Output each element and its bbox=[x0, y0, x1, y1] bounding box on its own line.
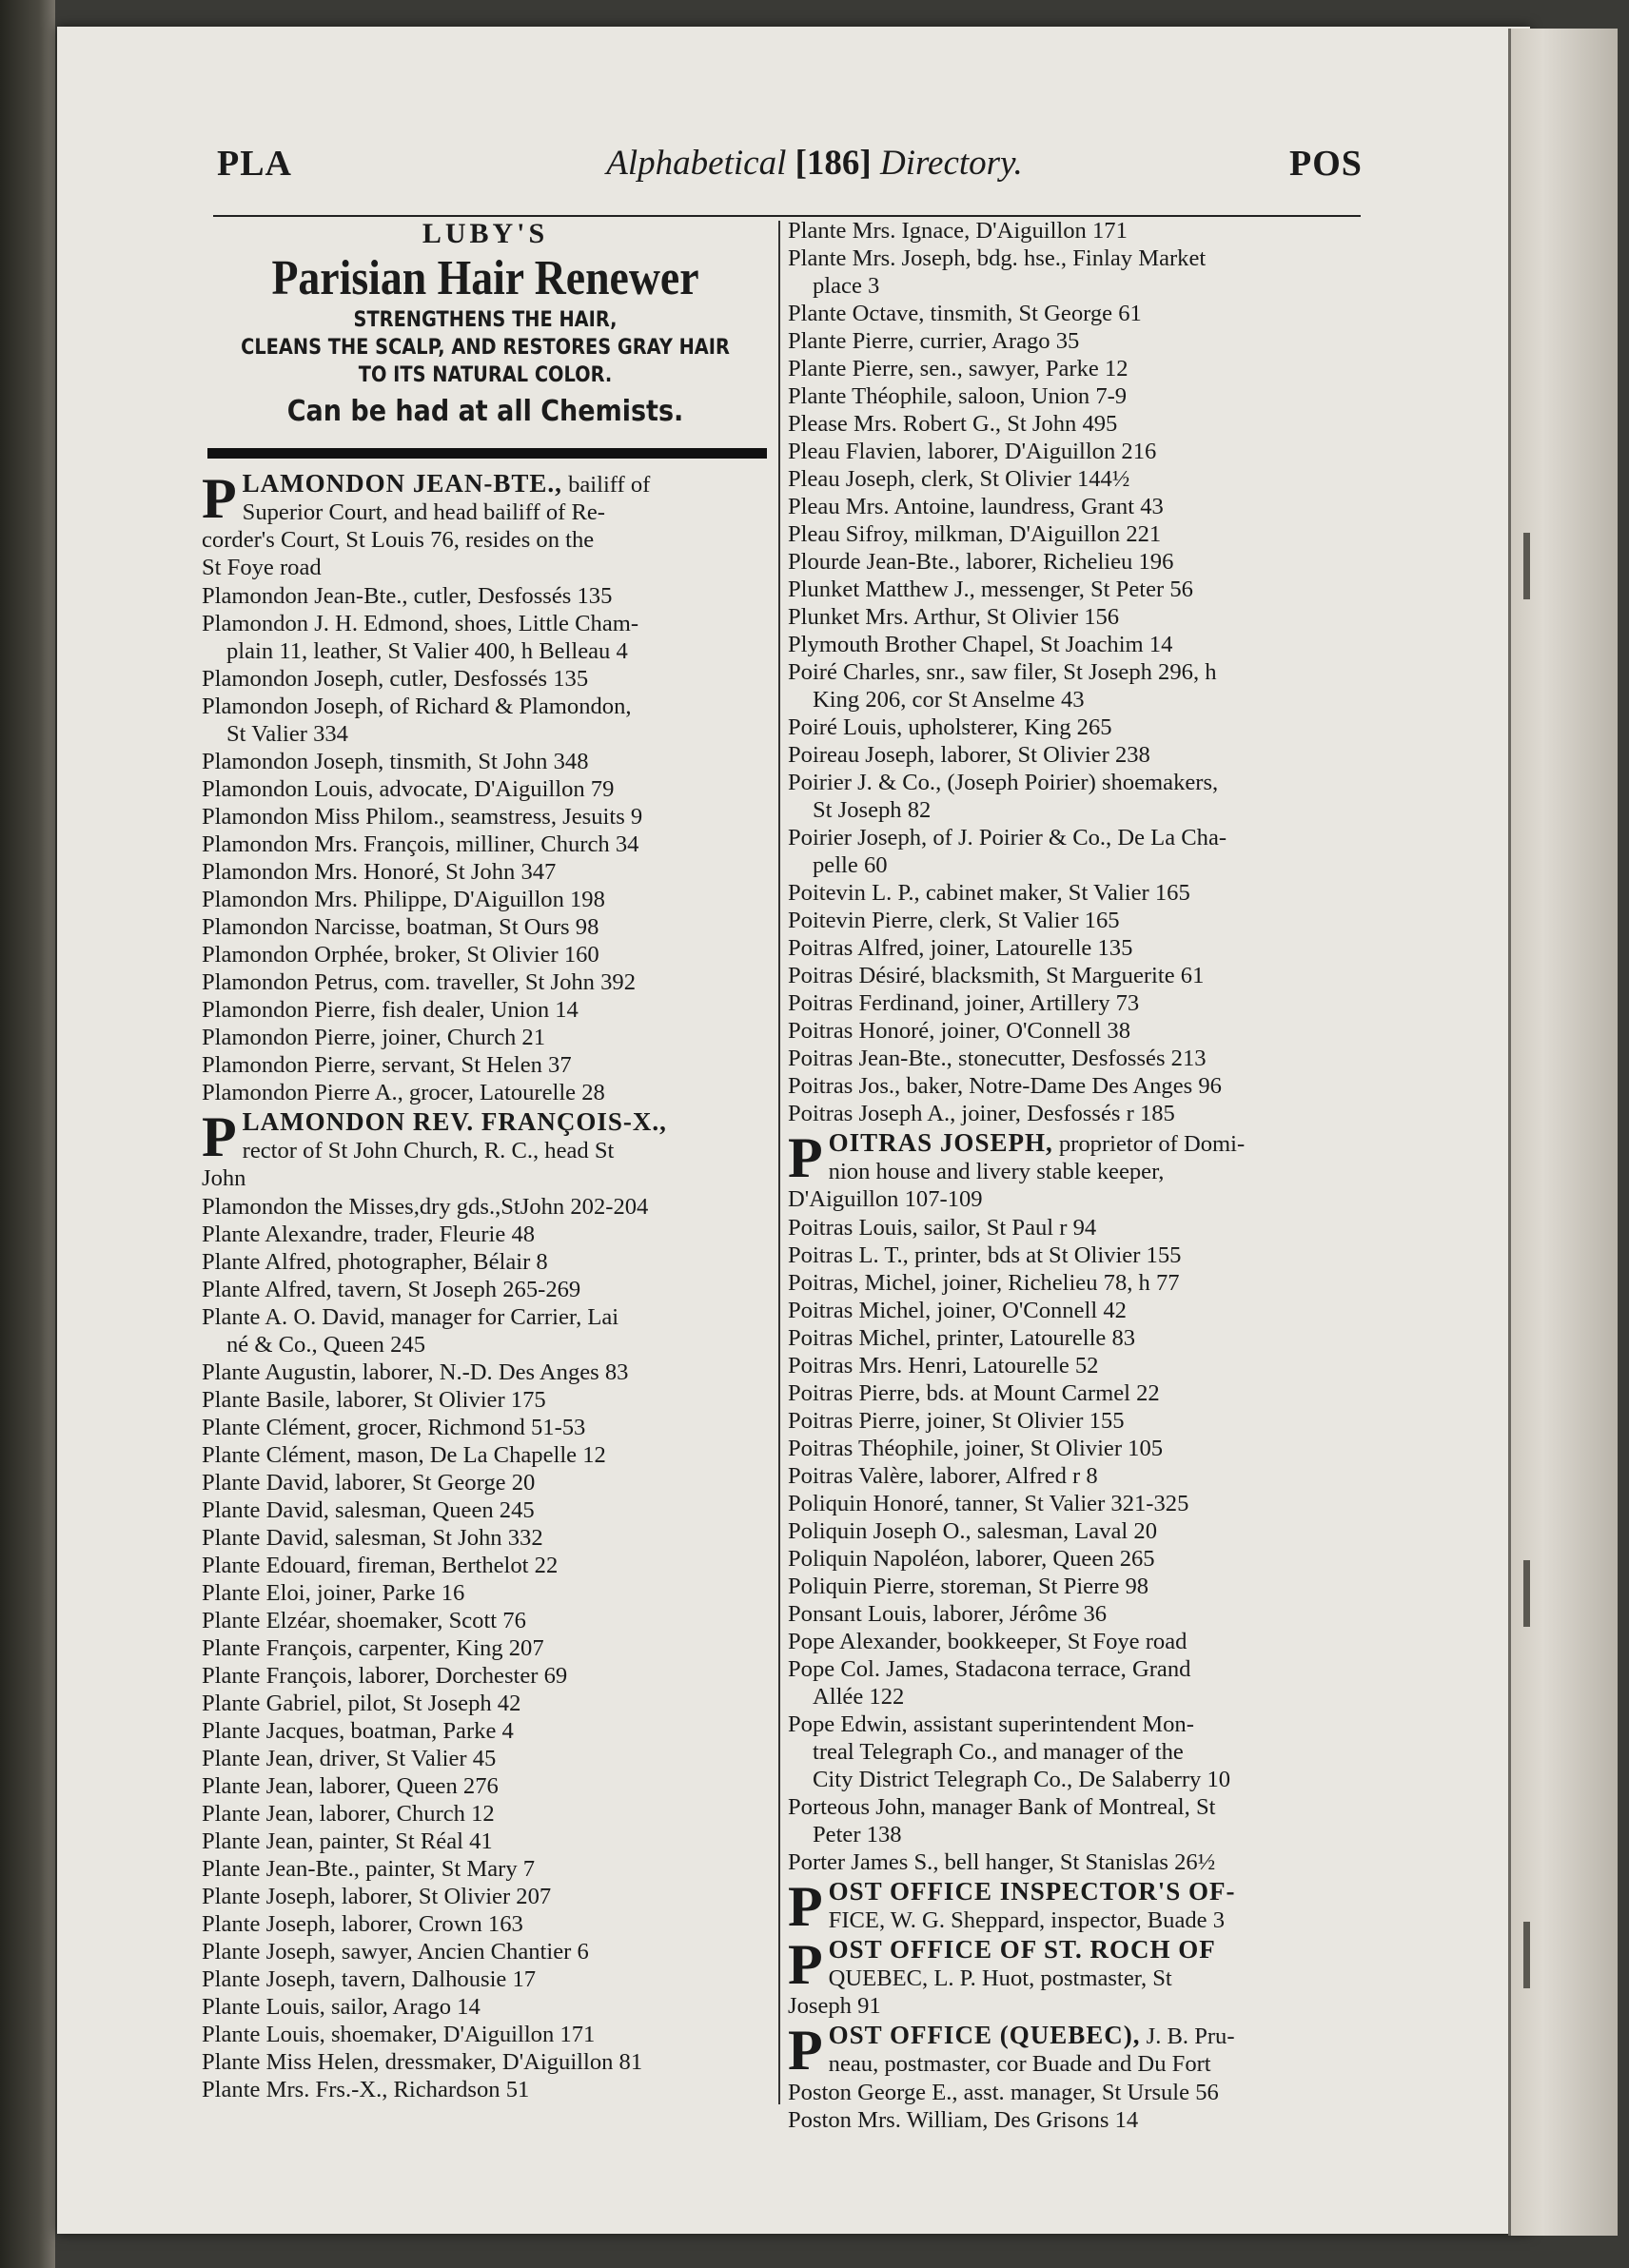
directory-entry: Plante Théophile, saloon, Union 7-9 bbox=[788, 383, 1128, 409]
directory-entry: Poliquin Honoré, tanner, St Valier 321-325 bbox=[788, 1491, 1189, 1516]
ad-divider-bar bbox=[207, 448, 767, 459]
directory-entry: Poitras Désiré, blacksmith, St Marguerite 61 bbox=[788, 963, 1205, 988]
directory-entry: Plante David, salesman, St John 332 bbox=[202, 1525, 543, 1551]
bold-entry-post-office-quebec: POST OFFICE (QUEBEC), J. B. Pru- neau, postmaster, cor Buade and Du Fort bbox=[788, 2019, 1235, 2082]
directory-entry: Plante Clément, mason, De La Chapelle 12 bbox=[202, 1442, 606, 1468]
directory-entry: Plante Alfred, tavern, St Joseph 265-269 bbox=[202, 1277, 581, 1302]
directory-entry: Plante Pierre, currier, Arago 35 bbox=[788, 328, 1080, 354]
directory-entry: Plamondon Mrs. François, milliner, Church 34 bbox=[202, 831, 639, 857]
directory-entry: Plante Augustin, laborer, N.-D. Des Anges 83 bbox=[202, 1359, 629, 1385]
directory-entry: Plante Mrs. Frs.-X., Richardson 51 bbox=[202, 2077, 530, 2102]
ad-tagline: Can be had at all Chemists. bbox=[286, 395, 684, 428]
directory-entry: Porter James S., bell hanger, St Stanislas 26½ bbox=[788, 1849, 1216, 1875]
right-column bbox=[788, 217, 1366, 2134]
directory-entry: Plante Joseph, tavern, Dalhousie 17 bbox=[202, 1966, 537, 1992]
directory-entry: Poirier Joseph, of J. Poirier & Co., De La Cha- pelle 60 bbox=[788, 825, 1227, 878]
directory-entry: Poitras Joseph A., joiner, Desfossés r 185 bbox=[788, 1101, 1175, 1126]
entry-list-right-2 bbox=[788, 1214, 1366, 1876]
left-column bbox=[202, 217, 769, 2103]
directory-entry: Poitras L. T., printer, bds at St Olivier 155 bbox=[788, 1242, 1182, 1268]
hair-renewer-advertisement bbox=[202, 217, 769, 459]
directory-entry: Plante Jacques, boatman, Parke 4 bbox=[202, 1718, 514, 1744]
directory-entry: Poitras Jos., baker, Notre-Dame Des Anges 96 bbox=[788, 1073, 1222, 1099]
directory-entry: Plamondon J. H. Edmond, shoes, Little Cham- plain 11, leather, St Valier 400, h Belleau 4 bbox=[202, 611, 639, 664]
directory-entry: Plante François, laborer, Dorchester 69 bbox=[202, 1663, 568, 1689]
directory-entry: Poitras Michel, printer, Latourelle 83 bbox=[788, 1325, 1136, 1351]
directory-entry: Poitras Michel, joiner, O'Connell 42 bbox=[788, 1298, 1127, 1323]
directory-entry: Pleau Sifroy, milkman, D'Aiguillon 221 bbox=[788, 521, 1162, 547]
directory-entry: Plante David, salesman, Queen 245 bbox=[202, 1497, 535, 1523]
directory-entry: Poitras Théophile, joiner, St Olivier 105 bbox=[788, 1436, 1164, 1461]
directory-entry: Plante Jean, laborer, Queen 276 bbox=[202, 1773, 499, 1799]
binding-stitch bbox=[1523, 1560, 1530, 1627]
directory-entry: Plante Elzéar, shoemaker, Scott 76 bbox=[202, 1608, 526, 1633]
directory-entry: Poiré Louis, upholsterer, King 265 bbox=[788, 714, 1112, 740]
directory-entry: Plamondon the Misses,dry gds.,StJohn 202-204 bbox=[202, 1194, 649, 1220]
directory-entry: Poiré Charles, snr., saw filer, St Joseph 296, h King 206, cor St Anselme 43 bbox=[788, 659, 1217, 713]
directory-entry: Plante Clément, grocer, Richmond 51-53 bbox=[202, 1415, 586, 1440]
directory-entry: Plante Gabriel, pilot, St Joseph 42 bbox=[202, 1691, 521, 1716]
directory-entry: Poitras Louis, sailor, St Paul r 94 bbox=[788, 1215, 1097, 1241]
directory-entry: Plymouth Brother Chapel, St Joachim 14 bbox=[788, 632, 1173, 657]
directory-entry: Porteous John, manager Bank of Montreal, St Peter 138 bbox=[788, 1794, 1216, 1848]
directory-entry: Plante Louis, shoemaker, D'Aiguillon 171 bbox=[202, 2022, 596, 2047]
directory-entry: Plante Eloi, joiner, Parke 16 bbox=[202, 1580, 465, 1606]
entry-list-right-1 bbox=[788, 217, 1366, 1127]
directory-entry: Plamondon Mrs. Honoré, St John 347 bbox=[202, 859, 557, 885]
directory-entry: Poitras, Michel, joiner, Richelieu 78, h 77 bbox=[788, 1270, 1180, 1296]
running-head-right: POS bbox=[1289, 144, 1363, 184]
page-number: [186] bbox=[795, 144, 872, 183]
binding-stitch bbox=[1523, 1922, 1530, 1988]
directory-entry: Poitevin Pierre, clerk, St Valier 165 bbox=[788, 908, 1120, 933]
bold-entry-post-office-inspector: POST OFFICE INSPECTOR'S OF- FICE, W. G. Sheppard, inspector, Buade 3 bbox=[788, 1875, 1236, 1938]
directory-entry: Poliquin Napoléon, laborer, Queen 265 bbox=[788, 1546, 1155, 1572]
directory-entry: Poliquin Pierre, storeman, St Pierre 98 bbox=[788, 1574, 1149, 1599]
directory-entry: Plamondon Pierre A., grocer, Latourelle 28 bbox=[202, 1080, 605, 1105]
directory-entry: Pleau Joseph, clerk, St Olivier 144½ bbox=[788, 466, 1130, 492]
directory-entry: Poitras Honoré, joiner, O'Connell 38 bbox=[788, 1018, 1131, 1044]
directory-entry: Plante Mrs. Ignace, D'Aiguillon 171 bbox=[788, 218, 1128, 244]
ad-line: STRENGTHENS THE HAIR, bbox=[353, 308, 618, 332]
next-page-edge bbox=[1508, 29, 1618, 2236]
column-rule bbox=[778, 221, 780, 2104]
directory-entry: Plunket Matthew J., messenger, St Peter 56 bbox=[788, 577, 1193, 602]
directory-entry: Plamondon Louis, advocate, D'Aiguillon 79 bbox=[202, 776, 615, 802]
entry-list-left-1 bbox=[202, 582, 769, 1106]
directory-entry: Plante Joseph, laborer, St Olivier 207 bbox=[202, 1884, 552, 1909]
directory-entry: Pope Alexander, bookkeeper, St Foye road bbox=[788, 1629, 1187, 1654]
directory-entry: Plamondon Pierre, servant, St Helen 37 bbox=[202, 1052, 572, 1078]
directory-entry: Poireau Joseph, laborer, St Olivier 238 bbox=[788, 742, 1150, 768]
directory-entry: Plante Joseph, laborer, Crown 163 bbox=[202, 1911, 523, 1937]
ad-line: CLEANS THE SCALP, AND RESTORES GRAY HAIR bbox=[241, 336, 730, 360]
directory-entry: Plamondon Pierre, fish dealer, Union 14 bbox=[202, 997, 579, 1023]
directory-entry: Plamondon Narcisse, boatman, St Ours 98 bbox=[202, 914, 599, 940]
entry-list-right-3 bbox=[788, 2079, 1366, 2134]
directory-entry: Poirier J. & Co., (Joseph Poirier) shoemakers, St Joseph 82 bbox=[788, 770, 1219, 823]
entry-list-left-2 bbox=[202, 1193, 769, 2103]
directory-entry: Plante Alexandre, trader, Fleurie 48 bbox=[202, 1222, 536, 1247]
directory-entry: Plamondon Petrus, com. traveller, St John 392 bbox=[202, 969, 637, 995]
directory-entry: Poitras Mrs. Henri, Latourelle 52 bbox=[788, 1353, 1099, 1378]
directory-entry: Plunket Mrs. Arthur, St Olivier 156 bbox=[788, 604, 1120, 630]
directory-entry: Pope Col. James, Stadacona terrace, Grand Allée 122 bbox=[788, 1656, 1191, 1710]
directory-entry: Plourde Jean-Bte., laborer, Richelieu 196 bbox=[788, 549, 1174, 575]
directory-entry: Plante Edouard, fireman, Berthelot 22 bbox=[202, 1553, 559, 1578]
directory-entry: Plante Jean-Bte., painter, St Mary 7 bbox=[202, 1856, 536, 1882]
directory-entry: Poston Mrs. William, Des Grisons 14 bbox=[788, 2107, 1139, 2133]
directory-entry: Plante David, laborer, St George 20 bbox=[202, 1470, 536, 1496]
directory-entry: Plante Alfred, photographer, Bélair 8 bbox=[202, 1249, 548, 1275]
directory-entry: Ponsant Louis, laborer, Jérôme 36 bbox=[788, 1601, 1108, 1627]
directory-entry: Plante Miss Helen, dressmaker, D'Aiguillon 81 bbox=[202, 2049, 643, 2075]
directory-entry: Poitras Alfred, joiner, Latourelle 135 bbox=[788, 935, 1133, 961]
directory-entry: Plamondon Jean-Bte., cutler, Desfossés 135 bbox=[202, 583, 613, 609]
directory-entry: Poitras Ferdinand, joiner, Artillery 73 bbox=[788, 990, 1140, 1016]
directory-entry: Poston George E., asst. manager, St Ursule 56 bbox=[788, 2080, 1219, 2105]
directory-entry: Plamondon Miss Philom., seamstress, Jesuits 9 bbox=[202, 804, 643, 830]
directory-entry: Pope Edwin, assistant superintendent Mon- treal Telegraph Co., and manager of the City District Telegraph Co., De Salaberry 10 bbox=[788, 1711, 1231, 1792]
directory-entry: Plamondon Orphée, broker, St Olivier 160 bbox=[202, 942, 599, 968]
directory-entry: Plamondon Joseph, of Richard & Plamondon, St Valier 334 bbox=[202, 694, 632, 747]
directory-entry: Plante Octave, tinsmith, St George 61 bbox=[788, 301, 1142, 326]
directory-entry: Plante Joseph, sawyer, Ancien Chantier 6 bbox=[202, 1939, 589, 1965]
directory-entry: Plante A. O. David, manager for Carrier, Lai né & Co., Queen 245 bbox=[202, 1304, 619, 1358]
bold-entry-plamondon-jean-bte: PLAMONDON JEAN-BTE., bailiff of Superior Court, and head bailiff of Re- corder's Court, St Louis 76, resides on the St Foye road bbox=[202, 467, 651, 580]
ad-title: Parisian Hair Renewer bbox=[271, 251, 699, 305]
directory-entry: Please Mrs. Robert G., St John 495 bbox=[788, 411, 1118, 437]
directory-entry: Poitras Jean-Bte., stonecutter, Desfossés 213 bbox=[788, 1046, 1207, 1071]
directory-entry: Pleau Mrs. Antoine, laundress, Grant 43 bbox=[788, 494, 1164, 519]
directory-entry: Plante François, carpenter, King 207 bbox=[202, 1635, 544, 1661]
directory-entry: Poitras Valère, laborer, Alfred r 8 bbox=[788, 1463, 1098, 1489]
directory-entry: Poitevin L. P., cabinet maker, St Valier 165 bbox=[788, 880, 1190, 906]
book-binding-edge bbox=[0, 0, 55, 2268]
directory-entry: Plante Pierre, sen., sawyer, Parke 12 bbox=[788, 356, 1129, 381]
ad-line: TO ITS NATURAL COLOR. bbox=[358, 363, 613, 387]
directory-entry: Plamondon Pierre, joiner, Church 21 bbox=[202, 1025, 546, 1050]
bold-entry-poitras-joseph: POITRAS JOSEPH, proprietor of Domi- nion house and livery stable keeper, D'Aiguillon 107-109 bbox=[788, 1126, 1246, 1212]
directory-entry: Plante Jean, painter, St Réal 41 bbox=[202, 1828, 493, 1854]
binding-stitch bbox=[1523, 533, 1530, 599]
running-head-title: Alphabetical [186] Directory. bbox=[606, 144, 1023, 183]
ad-brand: LUBY'S bbox=[422, 218, 549, 249]
directory-entry: Poitras Pierre, joiner, St Olivier 155 bbox=[788, 1408, 1125, 1434]
directory-entry: Plante Mrs. Joseph, bdg. hse., Finlay Market place 3 bbox=[788, 245, 1207, 299]
running-head-left: PLA bbox=[217, 144, 292, 184]
bold-entry-plamondon-rev: PLAMONDON REV. FRANÇOIS-X., rector of St John Church, R. C., head St John bbox=[202, 1105, 667, 1191]
directory-entry: Poliquin Joseph O., salesman, Laval 20 bbox=[788, 1518, 1157, 1544]
directory-entry: Plamondon Mrs. Philippe, D'Aiguillon 198 bbox=[202, 887, 605, 912]
directory-entry: Plamondon Joseph, tinsmith, St John 348 bbox=[202, 749, 589, 774]
directory-entry: Plante Louis, sailor, Arago 14 bbox=[202, 1994, 481, 2020]
directory-entry: Poitras Pierre, bds. at Mount Carmel 22 bbox=[788, 1380, 1160, 1406]
directory-entry: Plante Jean, driver, St Valier 45 bbox=[202, 1746, 497, 1771]
bold-entry-post-office-st-roch: POST OFFICE OF ST. ROCH OF QUEBEC, L. P. Huot, postmaster, St Joseph 91 bbox=[788, 1933, 1216, 2019]
directory-entry: Plante Jean, laborer, Church 12 bbox=[202, 1801, 495, 1827]
directory-entry: Pleau Flavien, laborer, D'Aiguillon 216 bbox=[788, 439, 1157, 464]
directory-entry: Plamondon Joseph, cutler, Desfossés 135 bbox=[202, 666, 589, 692]
directory-entry: Plante Basile, laborer, St Olivier 175 bbox=[202, 1387, 546, 1413]
